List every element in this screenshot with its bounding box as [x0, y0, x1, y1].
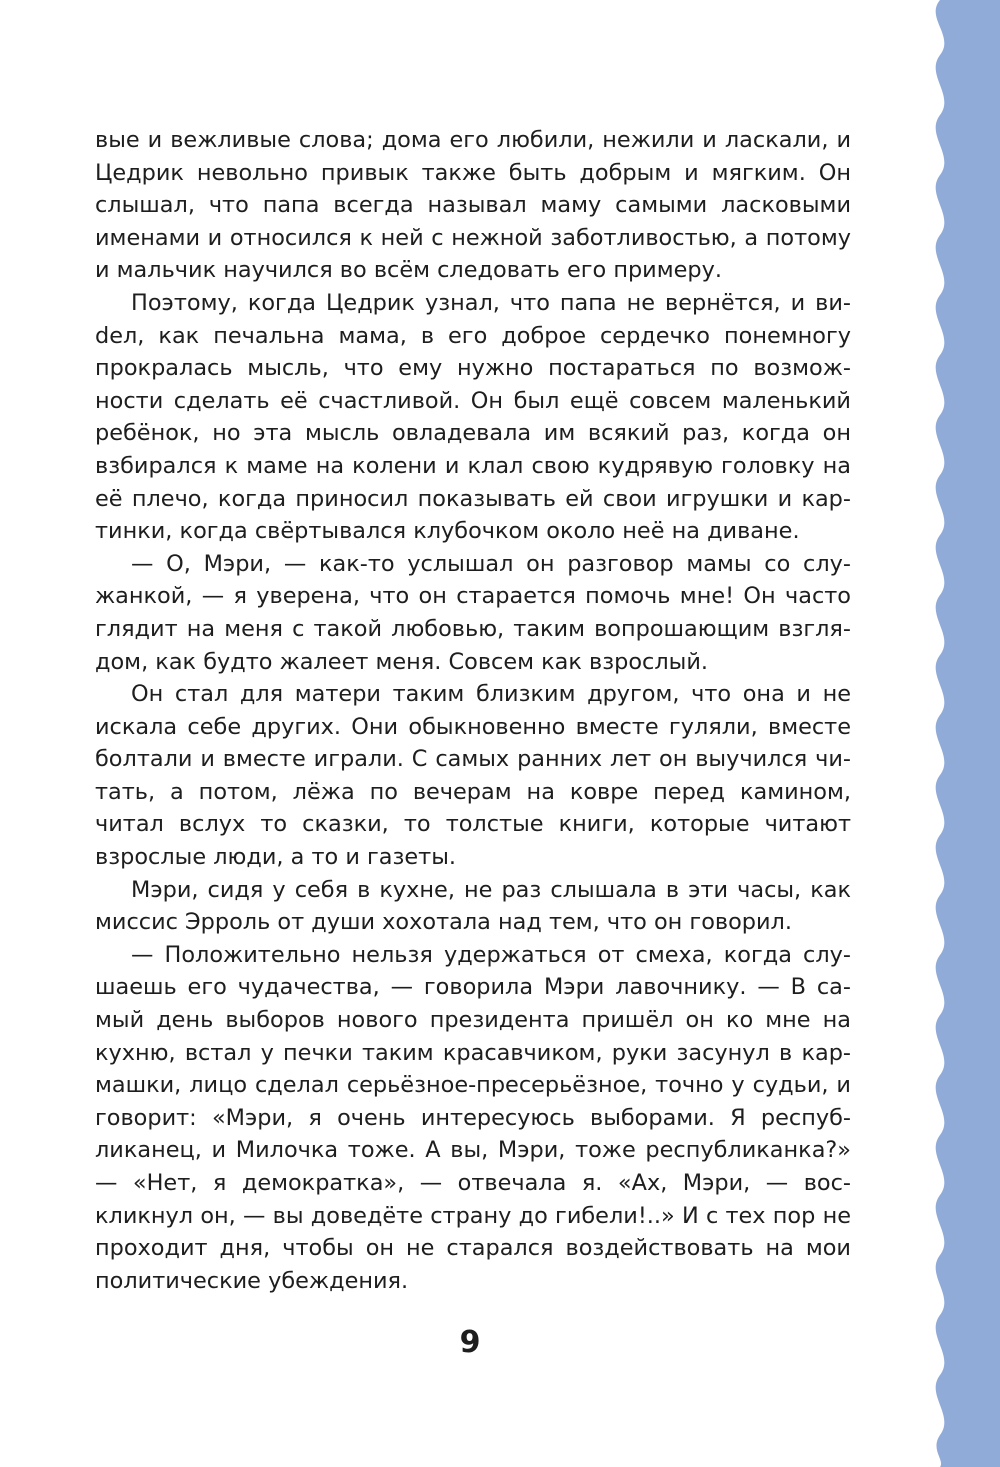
paragraph-2: Поэтому, когда Цедрик узнал, что папа не вернётся, и виdел, как печальна мама, в его доброе сердечко понемногу прокралась мысль, что ему нужно постараться по возможности сделать её счастливой. Он был ещё совсем маленький ребёнок, но эта мысль овладевала им всякий раз, когда он взбирался к маме на колени и клал свою кудрявую головку на её плечо, когда приносил показывать ей свои игрушки и картинки, когда свёртывался клубочком около неё на диване.	[95, 289, 851, 545]
paragraph-1: вые и вежливые слова; дома его любили, нежили и ласкали, и Цедрик невольно привык также быть добрым и мягким. Он слышал, что папа всегда называл маму самыми ласковыми именами и относился к ней с нежной заботливостью, а потому и мальчик научился во всём следовать его примеру.	[95, 127, 851, 284]
decorative-wave-border	[930, 0, 1000, 1467]
paragraph-6: — Положительно нельзя удержаться от смеха, когда слушаешь его чудачества, — говорила Мэри лавочнику. — В самый день выборов нового президента пришёл он ко мне на кухню, встал у печки таким красавчиком, руки засунул в кармашки, лицо сделал серьёзное-пресерьёзное, точно у судьи, и говорит: «Мэри, я очень интересуюсь выборами. Я республиканец, и Милочка тоже. А вы, Мэри, тоже республиканка?» — «Нет, я демократка», — отвечала я. «Ах, Мэри, — воскликнул он, — вы доведёте страну до гибели!..» И с тех пор не проходит дня, чтобы он не старался воздействовать на мои политические убеждения.	[95, 941, 851, 1294]
body-text	[95, 124, 851, 1297]
page-number: 9	[459, 1325, 481, 1360]
wave-shape	[936, 0, 1000, 1467]
paragraph-4: Он стал для матери таким близким другом, что она и не искала себе других. Они обыкновенно вместе гуляли, вместе болтали и вместе играли. С самых ранних лет он выучился читать, а потом, лёжа по вечерам на ковре перед камином, читал вслух то сказки, то толстые книги, которые читают взрослые люди, а то и газеты.	[95, 681, 851, 871]
paragraph-5: Мэри, сидя у себя в кухне, не раз слышала в эти часы, как миссис Эрроль от души хохотала над тем, что он говорил.	[95, 876, 851, 936]
paragraph-3: — О, Мэри, — как-то услышал он разговор мамы со служанкой, — я уверена, что он старается помочь мне! Он часто глядит на меня с такой любовью, таким вопрошающим взглядом, как будто жалеет меня. Совсем как взрослый.	[95, 550, 851, 675]
